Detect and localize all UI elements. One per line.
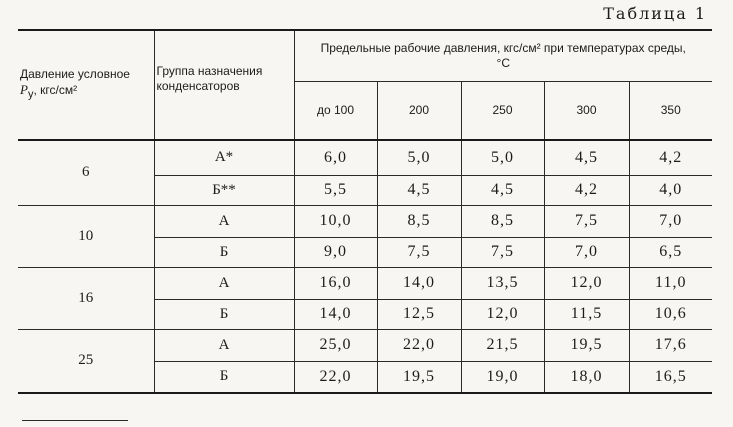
cell-value: 4,2 bbox=[629, 140, 712, 175]
cell-value: 7,5 bbox=[544, 205, 629, 237]
cell-value: 18,0 bbox=[544, 361, 629, 393]
cell-value: 5,0 bbox=[461, 140, 544, 175]
cell-value: 4,5 bbox=[544, 140, 629, 175]
cell-value: 4,2 bbox=[544, 175, 629, 205]
cell-value: 12,0 bbox=[461, 299, 544, 329]
header-limit-pressures: Предельные рабочие давления, кгс/см² при температурах среды, °С bbox=[294, 30, 712, 81]
cell-value: 12,0 bbox=[544, 267, 629, 299]
cell-value: 8,5 bbox=[377, 205, 461, 237]
cell-value: 6,0 bbox=[294, 140, 377, 175]
footnote-rule bbox=[22, 420, 128, 421]
header-temp-200: 200 bbox=[377, 81, 461, 140]
cell-value: 10,0 bbox=[294, 205, 377, 237]
cell-value: 8,5 bbox=[461, 205, 544, 237]
table-row bbox=[18, 205, 712, 237]
cell-value: 7,0 bbox=[544, 237, 629, 267]
cell-group: Б bbox=[154, 361, 294, 393]
cell-value: 4,5 bbox=[461, 175, 544, 205]
header-group: Группа назначения конденсаторов bbox=[154, 30, 294, 140]
cell-value: 22,0 bbox=[377, 329, 461, 361]
cell-pressure: 16 bbox=[18, 267, 154, 329]
cell-value: 16,0 bbox=[294, 267, 377, 299]
header-temp-250: 250 bbox=[461, 81, 544, 140]
cell-value: 7,0 bbox=[629, 205, 712, 237]
cell-value: 22,0 bbox=[294, 361, 377, 393]
cell-group: А* bbox=[154, 140, 294, 175]
table-row bbox=[18, 267, 712, 299]
cell-value: 19,5 bbox=[544, 329, 629, 361]
cell-value: 9,0 bbox=[294, 237, 377, 267]
cell-value: 19,0 bbox=[461, 361, 544, 393]
header-pressure bbox=[18, 30, 154, 140]
cell-group: А bbox=[154, 205, 294, 237]
cell-pressure: 6 bbox=[18, 140, 154, 205]
cell-value: 25,0 bbox=[294, 329, 377, 361]
cell-group: Б** bbox=[154, 175, 294, 205]
cell-value: 5,5 bbox=[294, 175, 377, 205]
cell-value: 21,5 bbox=[461, 329, 544, 361]
cell-value: 13,5 bbox=[461, 267, 544, 299]
cell-group: Б bbox=[154, 237, 294, 267]
cell-group: А bbox=[154, 267, 294, 299]
header-pressure-label: Давление условное bbox=[20, 67, 130, 82]
table-row bbox=[18, 140, 712, 175]
cell-value: 11,0 bbox=[629, 267, 712, 299]
table-caption: Таблица 1 bbox=[603, 4, 707, 23]
header-pressure-subscript: у bbox=[27, 88, 34, 101]
cell-value: 16,5 bbox=[629, 361, 712, 393]
cell-value: 14,0 bbox=[294, 299, 377, 329]
cell-group: А bbox=[154, 329, 294, 361]
cell-value: 19,5 bbox=[377, 361, 461, 393]
table-row bbox=[18, 329, 712, 361]
cell-group: Б bbox=[154, 299, 294, 329]
cell-pressure: 10 bbox=[18, 205, 154, 267]
cell-value: 6,5 bbox=[629, 237, 712, 267]
cell-value: 10,6 bbox=[629, 299, 712, 329]
cell-value: 7,5 bbox=[377, 237, 461, 267]
header-pressure-symbol: P bbox=[20, 82, 28, 98]
cell-pressure: 25 bbox=[18, 329, 154, 393]
cell-value: 5,0 bbox=[377, 140, 461, 175]
cell-value: 12,5 bbox=[377, 299, 461, 329]
cell-value: 7,5 bbox=[461, 237, 544, 267]
pressure-table bbox=[18, 29, 712, 394]
header-temp-350: 350 bbox=[629, 81, 712, 140]
cell-value: 4,5 bbox=[377, 175, 461, 205]
cell-value: 17,6 bbox=[629, 329, 712, 361]
cell-value: 14,0 bbox=[377, 267, 461, 299]
header-pressure-unit: , кгс/см² bbox=[33, 83, 78, 98]
cell-value: 4,0 bbox=[629, 175, 712, 205]
cell-value: 11,5 bbox=[544, 299, 629, 329]
header-temp-100: до 100 bbox=[294, 81, 377, 140]
header-temp-300: 300 bbox=[544, 81, 629, 140]
